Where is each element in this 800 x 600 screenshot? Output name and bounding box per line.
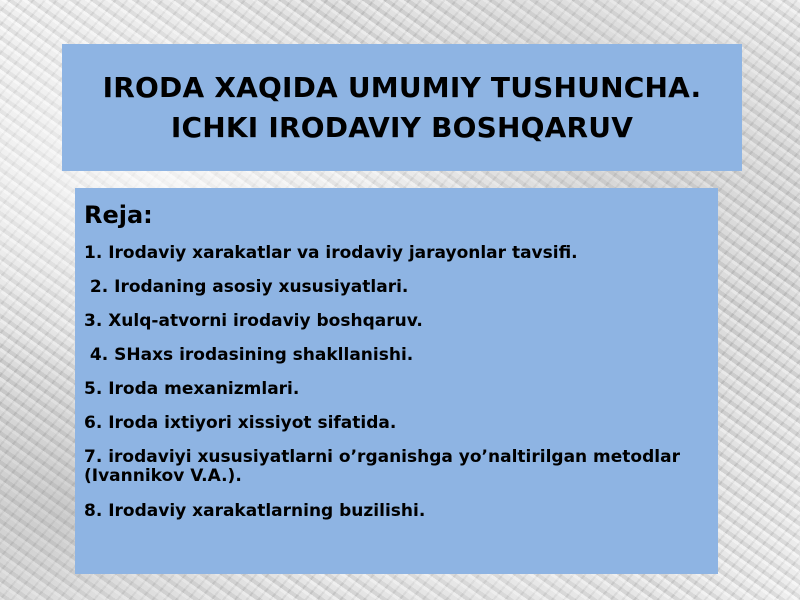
slide-title-box bbox=[62, 44, 742, 171]
slide-content-box bbox=[75, 188, 718, 574]
plan-item-2: 2. Irodaning asosiy xususiyatlari. bbox=[84, 277, 409, 297]
plan-item-5: 5. Iroda mexanizmlari. bbox=[84, 379, 300, 399]
slide-title bbox=[103, 68, 702, 148]
slide-title-line-1: IRODA XAQIDA UMUMIY TUSHUNCHA. bbox=[102, 70, 702, 104]
plan-item-4: 4. SHaxs irodasining shakllanishi. bbox=[84, 345, 414, 365]
plan-item-6: 6. Iroda ixtiyori xissiyot sifatida. bbox=[84, 413, 397, 433]
plan-item-7: 7. irodaviyi xususiyatlarni o’rganishga yo’naltirilgan metodlar (Ivannikov V.A.). bbox=[84, 447, 686, 486]
plan-item-1: 1. Irodaviy xarakatlar va irodaviy jarayonlar tavsifi. bbox=[84, 243, 578, 263]
plan-item-8: 8. Irodaviy xarakatlarning buzilishi. bbox=[84, 501, 426, 521]
plan-item-3: 3. Xulq-atvorni irodaviy boshqaruv. bbox=[84, 311, 423, 331]
slide-title-line-2: ICHKI IRODAVIY BOSHQARUV bbox=[170, 110, 634, 144]
plan-heading: Reja: bbox=[84, 201, 153, 229]
plan-list bbox=[84, 244, 704, 536]
